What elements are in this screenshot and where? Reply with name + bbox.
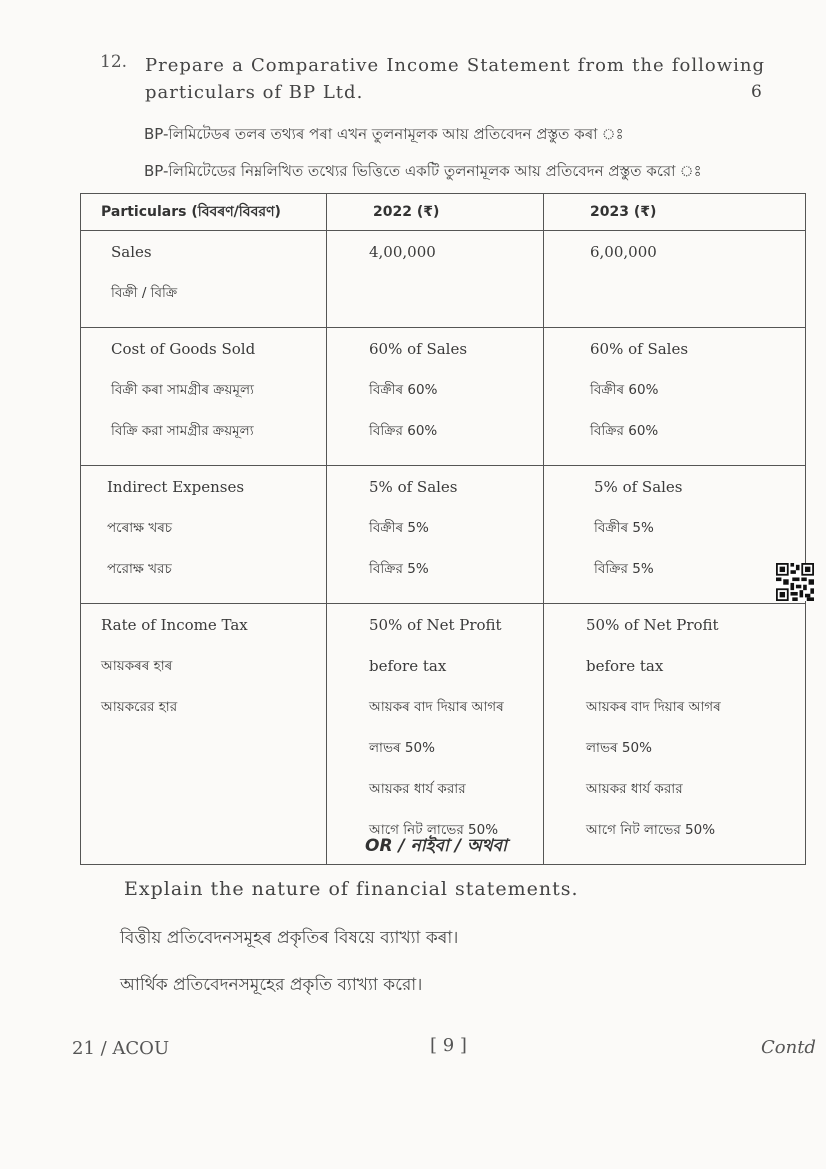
qr-code	[776, 563, 814, 601]
question-line-2: particulars of BP Ltd.	[145, 82, 364, 103]
alt-question-bengali: আর্থিক প্রতিবেদনসমূহের প্রকৃতি ব্যাখ্যা করো।	[120, 975, 423, 995]
question-bengali: BP-লিমিটেডের নিম্নলিখিত তথ্যের ভিত্তিতে একটি তুলনামূলক আয় প্রতিবেদন প্রস্তুত করো ঃ	[144, 162, 702, 180]
particulars-table	[80, 193, 806, 865]
table-header-row	[81, 194, 806, 231]
table-row-sales	[81, 231, 806, 328]
cell-value: আয়কর ধার্য করার	[586, 781, 683, 797]
cell-value: 60% of Sales	[369, 340, 468, 358]
cell-value: লাভৰ 50%	[586, 740, 652, 756]
cell-value: বিক্ৰীৰ 60%	[369, 382, 438, 398]
cell-value: 5% of Sales	[369, 478, 458, 496]
cell-value: আয়কৰ বাদ দিয়াৰ আগৰ	[369, 699, 504, 715]
cell-text: বিক্ৰী / বিক্রি	[111, 285, 178, 301]
cell-text: আয়করের হার	[101, 699, 178, 715]
cell-text: পরোক্ষ খরচ	[107, 561, 172, 577]
cell-value: 60% of Sales	[590, 340, 689, 358]
cell-text: Indirect Expenses	[107, 478, 245, 496]
cell-value: 5% of Sales	[594, 478, 683, 496]
cell-text: পৰোক্ষ খৰচ	[107, 520, 173, 536]
page-number: [ 9 ]	[430, 1035, 467, 1056]
cell-value: বিক্ৰীৰ 5%	[369, 520, 429, 536]
cell-text: Sales	[111, 243, 152, 261]
cell-value: আগে নিট লাভের 50%	[586, 822, 716, 838]
question-number: 12.	[100, 52, 128, 72]
cell-value: লাভৰ 50%	[369, 740, 435, 756]
alt-question-assamese: বিত্তীয় প্ৰতিবেদনসমূহৰ প্ৰকৃতিৰ বিষয়ে ব্যাখ্যা কৰা।	[120, 928, 459, 948]
cell-value: আগে নিট লাভের 50%	[369, 822, 499, 838]
cell-value: আয়কর ধার্য করার	[369, 781, 466, 797]
cell-text: Cost of Goods Sold	[111, 340, 256, 358]
header-2022: 2022 (₹)	[327, 194, 544, 231]
cell-value: 6,00,000	[590, 243, 657, 261]
cell-value: বিক্রির 60%	[369, 423, 438, 439]
cell-value: বিক্ৰীৰ 60%	[590, 382, 659, 398]
paper-code: 21 / ACOU	[72, 1038, 170, 1059]
cell-value: 50% of Net Profit	[586, 616, 719, 634]
question-assamese: BP-লিমিটেডৰ তলৰ তথ্যৰ পৰা এখন তুলনামূলক আয় প্ৰতিবেদন প্ৰস্তুত কৰা ঃ	[144, 125, 624, 143]
cell-value: বিক্রির 60%	[590, 423, 659, 439]
table-row-income-tax	[81, 604, 806, 865]
alt-question-english: Explain the nature of financial statements.	[124, 878, 579, 900]
cell-value: বিক্রির 5%	[369, 561, 429, 577]
cell-value: before tax	[586, 657, 664, 675]
cell-text: বিক্ৰী কৰা সামগ্ৰীৰ ক্ৰয়মূল্য	[111, 382, 254, 398]
cell-text: Rate of Income Tax	[101, 616, 248, 634]
question-line-1: Prepare a Comparative Income Statement from the following	[145, 55, 765, 76]
cell-text: বিক্রি করা সামগ্রীর ক্রয়মূল্য	[111, 423, 254, 439]
table-row-cogs	[81, 328, 806, 466]
question-marks: 6	[751, 82, 762, 102]
header-2023: 2023 (₹)	[544, 194, 806, 231]
table-row-indirect-expenses	[81, 466, 806, 604]
cell-value: আয়কৰ বাদ দিয়াৰ আগৰ	[586, 699, 721, 715]
cell-value: 50% of Net Profit	[369, 616, 502, 634]
or-separator: OR / নাইবা / অথবা	[365, 836, 508, 856]
cell-text: আয়কৰৰ হাৰ	[101, 658, 173, 674]
cell-value: বিক্ৰীৰ 5%	[594, 520, 654, 536]
contd-label: Contd	[761, 1037, 816, 1058]
cell-value: before tax	[369, 657, 447, 675]
header-particulars: Particulars (বিবৰণ/বিবরণ)	[81, 194, 327, 231]
cell-value: 4,00,000	[369, 243, 436, 261]
cell-value: বিক্রির 5%	[594, 561, 654, 577]
